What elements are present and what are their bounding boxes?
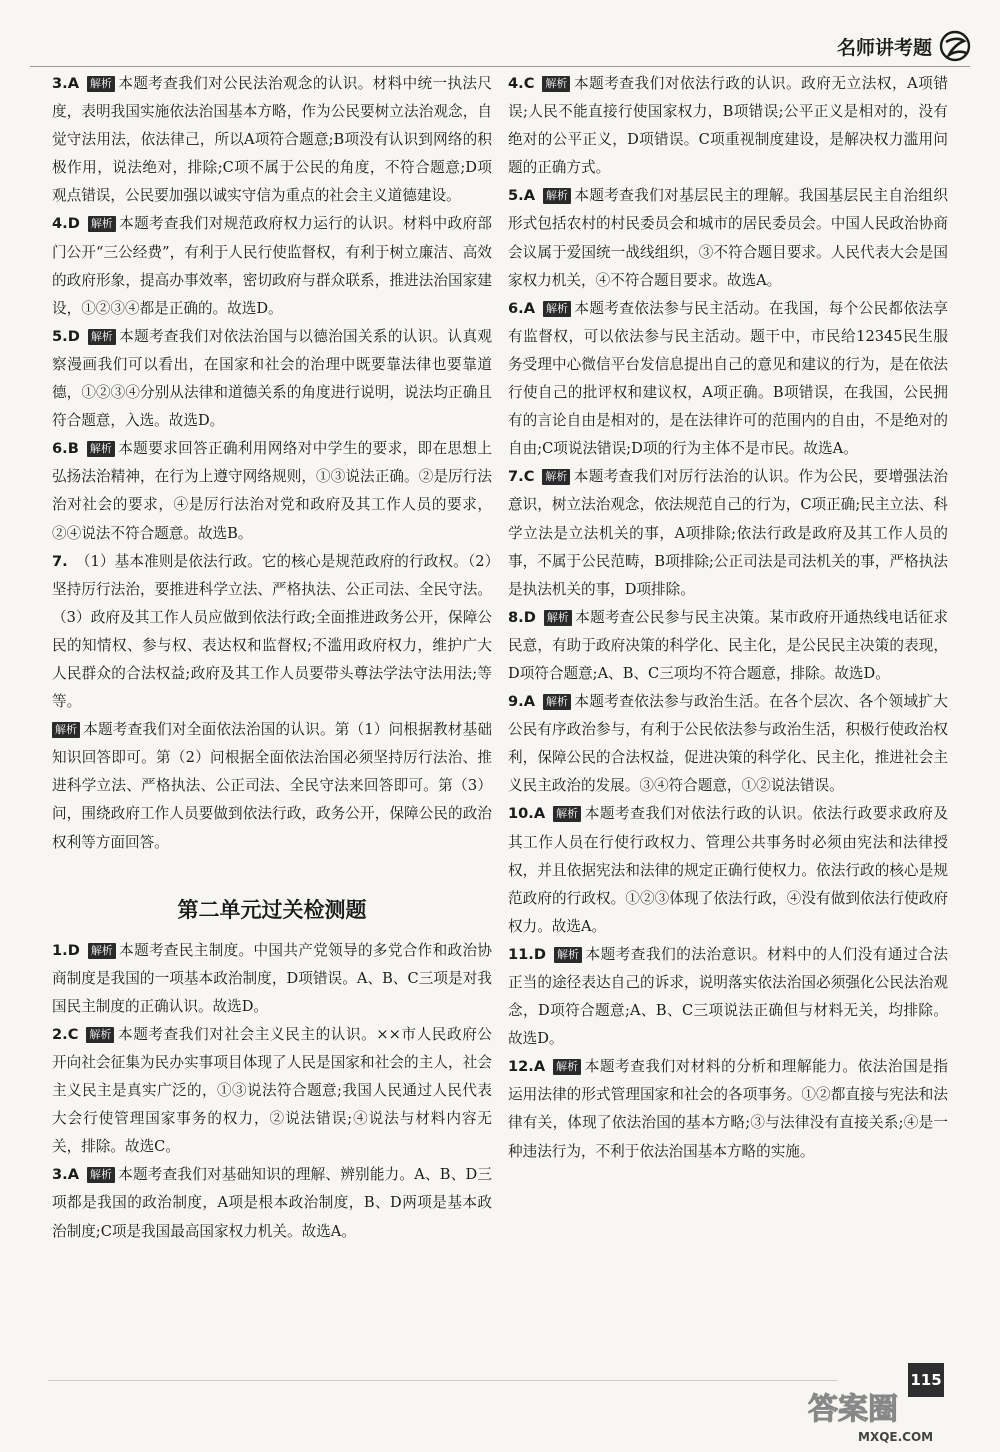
analysis-tag: 解析 — [543, 188, 571, 204]
answer-item — [508, 463, 948, 603]
analysis-tag: 解析 — [87, 1167, 115, 1183]
analysis-tag: 解析 — [553, 806, 581, 822]
question-number: 4.D — [52, 215, 80, 233]
answer-item — [508, 604, 948, 688]
analysis-tag: 解析 — [542, 76, 570, 92]
answer-text: 本题考查我们对全面依法治国的认识。第（1）问根据教材基础知识回答即可。第（2）问根据全面依法治国必须坚持厉行法治、推进科学立法、严格执法、公正司法、全民守法来回答即可。第（3）问，围绕政府工作人员要做到依法行政，政务公开，保障公民的政治权利等方面回答。 — [52, 721, 492, 851]
watermark-logo — [800, 1385, 990, 1447]
answer-item — [508, 295, 948, 464]
answer-item — [508, 1053, 948, 1165]
answer-item — [52, 937, 492, 1021]
question-number: 9.A — [508, 693, 535, 711]
analysis-tag: 解析 — [543, 301, 571, 317]
question-number: 12.A — [508, 1058, 546, 1076]
question-number: 3.A — [52, 1166, 79, 1184]
question-number: 3.A — [52, 75, 79, 92]
answer-text: 本题要求回答正确利用网络对中学生的要求，即在思想上弘扬法治精神，在行为上遵守网络规则，①③说法正确。②是厉行法治对社会的要求，④是厉行法治对党和政府及其工作人员的要求，②④说法不符合题意。故选B。 — [52, 440, 492, 542]
right-column — [508, 70, 948, 1166]
analysis-tag: 解析 — [86, 1027, 114, 1043]
page-number: 115 — [908, 1363, 944, 1397]
analysis-tag: 解析 — [543, 694, 571, 710]
header-divider — [30, 66, 970, 67]
analysis-tag: 解析 — [87, 441, 115, 457]
answer-item — [508, 941, 948, 1053]
question-number: 10.A — [508, 805, 546, 823]
answer-text: 本题考查我们对依法行政的认识。政府无立法权，A项错误;人民不能直接行使国家权力，B项错误;公平正义是相对的，没有绝对的公平正义，D项错误。C项重视制度建设，是解决权力滥用问题的正确方式。 — [508, 75, 948, 177]
answer-text: 本题考查我们对基础知识的理解、辨别能力。A、B、D三项都是我国的政治制度，A项是根本政治制度，B、D两项是基本政治制度;C项是我国最高国家权力机关。故选A。 — [52, 1166, 492, 1240]
question-number: 6.B — [52, 440, 79, 458]
analysis-tag: 解析 — [88, 216, 116, 232]
answer-item — [508, 182, 948, 294]
unit-two-answer-list — [52, 937, 492, 1246]
brand-title: 名师讲考题 — [836, 36, 932, 59]
answer-item — [52, 210, 492, 322]
answer-text: 本题考查公民参与民主决策。某市政府开通热线电话征求民意，有助于政府决策的科学化、民主化，是公民民主决策的表现，D项符合题意;A、B、C三项均不符合题意，排除。故选D。 — [508, 608, 948, 682]
answer-text: 本题考查我们对规范政府权力运行的认识。材料中政府部门公开“三公经费”，有利于人民行使监督权，有利于树立廉洁、高效的政府形象，提高办事效率，密切政府与群众联系，推进法治国家建设，①②③④都是正确的。故选D。 — [52, 215, 492, 317]
answer-item — [52, 1161, 492, 1245]
question-number: 6.A — [508, 299, 535, 317]
answer-text: 本题考查我们对社会主义民主的认识。××市人民政府公开向社会征集为民办实事项目体现了人民是国家和社会的主人，社会主义民主是真实广泛的，①③说法符合题意;我国人民通过人民代表大会行使管理国家事务的权力，②说法错误;④说法与材料内容无关，排除。故选C。 — [52, 1025, 492, 1156]
answer-text: 本题考查我们对公民法治观念的认识。材料中统一执法尺度，表明我国实施依法治国基本方略，作为公民要树立法治观念，自觉守法用法，依法律己，所以A项符合题意;B项没有认识到网络的积极作用，说法绝对，排除;C项不属于公民的角度，不符合题意;D项观点错误，公民要加强以诚实守信为重点的社会主义道德建设。 — [52, 75, 492, 205]
question-number: 7.C — [508, 468, 535, 486]
page-header — [837, 22, 972, 70]
answer-text: 本题考查依法参与民主活动。在我国，每个公民都依法享有监督权，可以依法参与民主活动。题干中，市民给12345民生服务受理中心微信平台发信息提出自己的意见和建议的行为，是在依法行使自己的批评权和建议权，A项正确。B项错误，在我国，公民拥有的言论自由是相对的，是在法律许可的范围内的自由，不是绝对的自由;C项说法错误;D项的行为主体不是市民。故选A。 — [508, 299, 948, 458]
watermark-url: MXQE.COM — [858, 1430, 934, 1444]
answer-item — [52, 435, 492, 547]
brand-logo-icon — [938, 29, 972, 63]
question-number: 5.A — [508, 187, 535, 205]
answer-item — [508, 70, 948, 182]
answer-item — [508, 688, 948, 800]
left-column — [52, 70, 492, 1246]
right-answer-list — [508, 70, 948, 1166]
question-number: 11.D — [508, 945, 546, 963]
analysis-tag: 解析 — [542, 469, 570, 485]
answer-item — [52, 70, 492, 210]
answer-text: 本题考查我们对依法行政的认识。依法行政要求政府及其工作人员在行使行政权力、管理公共事务时必须由宪法和法律授权，并且依据宪法和法律的规定正确行使权力。依法行政的核心是规范政府的行政权。①②③体现了依法行政，④没有做到依法行使政府权力。故选A。 — [508, 805, 948, 935]
answer-item — [52, 1021, 492, 1161]
question-number: 2.C — [52, 1025, 79, 1043]
question-number: 8.D — [508, 608, 536, 626]
answer-text: 本题考查依法参与政治生活。在各个层次、各个领域扩大公民有序政治参与，有利于公民依法参与政治生活，积极行使政治权利，保障公民的合法权益，促进决策的科学化、民主化，推进社会主义民主政治的发展。③④符合题意，①②说法错误。 — [508, 693, 948, 795]
answer-text: 本题考查我们对基层民主的理解。我国基层民主自治组织形式包括农村的村民委员会和城市的居民委员会。中国人民政治协商会议属于爱国统一战线组织，③不符合题目要求。人民代表大会是国家权力机关，④不符合题目要求。故选A。 — [508, 187, 948, 289]
question-number: 5.D — [52, 327, 80, 345]
analysis-tag: 解析 — [52, 722, 80, 738]
answer-item — [52, 323, 492, 435]
analysis-tag: 解析 — [88, 943, 116, 959]
watermark-chinese: 答案圈 — [808, 1392, 898, 1427]
question-number: 7. — [52, 552, 68, 570]
answer-text: 本题考查我们对厉行法治的认识。作为公民，要增强法治意识，树立法治观念，依法规范自己的行为，C项正确;民主立法、科学立法是立法机关的事，A项排除;依法行政是政府及其工作人员的事，不属于公民范畴，B项排除;公正司法是司法机关的事，严格执法是执法机关的事，D项排除。 — [508, 468, 948, 598]
question-number: 1.D — [52, 941, 80, 959]
answer-item — [52, 716, 492, 856]
left-answer-list — [52, 70, 492, 857]
section-title: 第二单元过关检测题 — [177, 897, 367, 922]
answer-item — [508, 800, 948, 940]
answer-text: 本题考查我们对材料的分析和理解能力。依法治国是指运用法律的形式管理国家和社会的各项事务。①②都直接与宪法和法律有关，体现了依法治国的基本方略;③与法律没有直接关系;④是一种违法行为，不利于依法治国基本方略的实施。 — [508, 1058, 948, 1160]
analysis-tag: 解析 — [88, 329, 116, 345]
analysis-tag: 解析 — [553, 1059, 581, 1075]
analysis-tag: 解析 — [554, 947, 582, 963]
answer-item — [52, 548, 492, 717]
footer-divider — [48, 1380, 838, 1381]
answer-text: 本题考查我们对依法治国与以德治国关系的认识。认真观察漫画我们可以看出，在国家和社会的治理中既要靠法律也要靠道德，①②③④分别从法律和道德关系的角度进行说明，说法均正确且符合题意，入选。故选D。 — [52, 327, 492, 430]
analysis-tag: 解析 — [87, 76, 115, 92]
question-number: 4.C — [508, 75, 535, 92]
answer-text: 本题考查我们的法治意识。材料中的人们没有通过合法正当的途径表达自己的诉求，说明落实依法治国必须强化公民法治观念，D项符合题意;A、B、C三项说法正确但与材料无关，均排除。故选D。 — [508, 945, 948, 1048]
answer-text: （1）基本准则是依法行政。它的核心是规范政府的行政权。（2）坚持厉行法治，要推进科学立法、严格执法、公正司法、全民守法。（3）政府及其工作人员应做到依法行政;全面推进政务公开，保障公民的知情权、参与权、表达权和监督权;不滥用政府权力，维护广大人民群众的合法权益;政府及其工作人员要带头尊法学法守法用法;等等。 — [52, 552, 492, 711]
answer-text: 本题考查民主制度。中国共产党领导的多党合作和政治协商制度是我国的一项基本政治制度，D项错误。A、B、C三项是对我国民主制度的正确认识。故选D。 — [52, 941, 492, 1015]
analysis-tag: 解析 — [544, 610, 572, 626]
